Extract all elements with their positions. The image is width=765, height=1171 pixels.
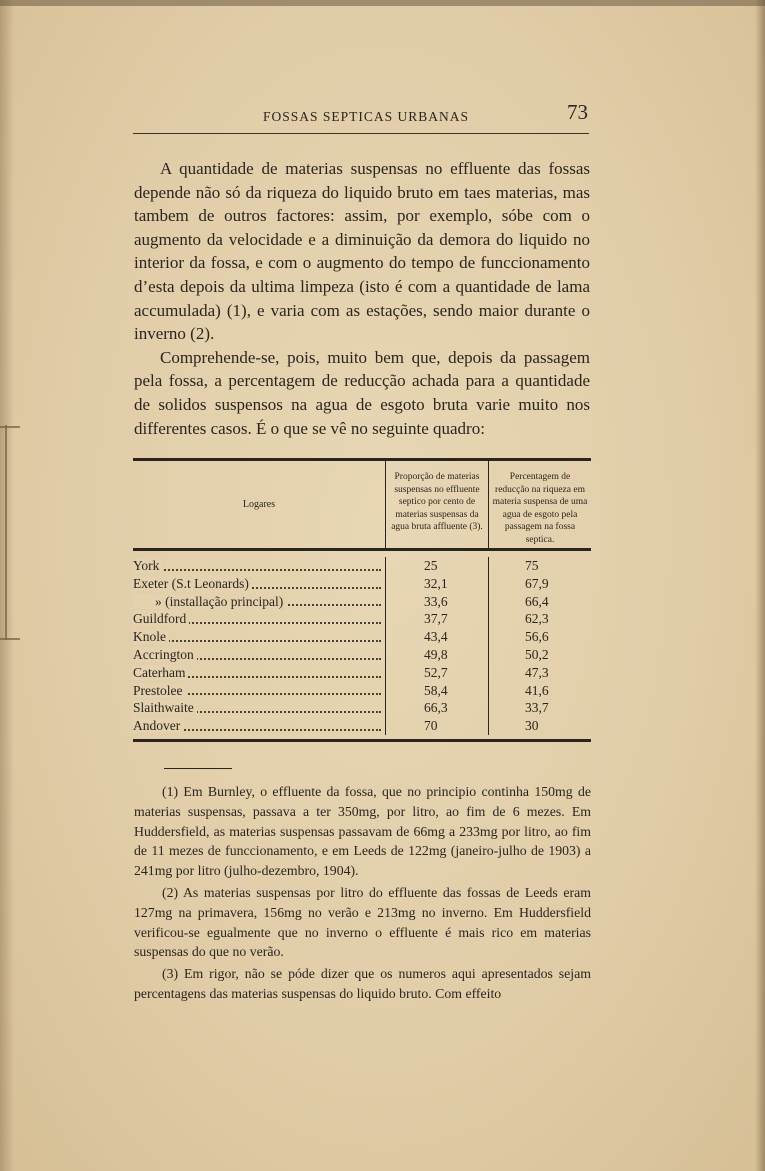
cell-proportion: 33,6	[385, 593, 488, 611]
binding-tick-top	[0, 426, 20, 428]
place-label: Slaithwaite	[133, 700, 194, 716]
cell-proportion: 58,4	[385, 682, 488, 700]
cell-place	[133, 628, 385, 646]
dot-leader	[133, 640, 381, 642]
paragraph: A quantidade de materias suspensas no effluente das fossas depende não só da riqueza do liquido bruto em taes materias, mas tambem de outros factores: assim, por exemplo, sóbe com o augmento da velocidade e a diminuição da demora do liquido no interior da fossa, e com o augmento do tempo de funccionamento d’esta depois da ultima limpeza (isto é com a quantidade de lama accumulada) (1), e varia com as estações, sendo maior durante o inverno (2).	[134, 159, 590, 344]
dot-leader	[133, 569, 381, 571]
place-name	[133, 629, 169, 644]
cell-proportion: 66,3	[385, 699, 488, 717]
cell-proportion: 43,4	[385, 628, 488, 646]
binding-mark	[5, 425, 11, 640]
cell-proportion: 37,7	[385, 610, 488, 628]
header-proportion: Proporção de materias suspensas no effluente septico por cento de materias suspensas da agua bruta affluente (3).	[385, 461, 488, 548]
header-reduction: Percentagem de reducção na riqueza em materia suspensa de uma agua de esgoto pela passagem na fossa septica.	[488, 461, 591, 548]
place-name	[133, 576, 252, 591]
cell-place	[133, 664, 385, 682]
table-row	[133, 682, 591, 700]
table-row	[133, 664, 591, 682]
header-rule	[133, 133, 589, 134]
place-label: Prestolee	[133, 682, 183, 698]
cell-reduction: 67,9	[488, 575, 591, 593]
cell-place	[133, 682, 385, 700]
binding-tick-bottom	[0, 638, 20, 640]
cell-place	[133, 646, 385, 664]
cell-proportion: 49,8	[385, 646, 488, 664]
running-head: FOSSAS SEPTICAS URBANAS	[263, 109, 470, 124]
place-label: York	[133, 558, 160, 573]
cell-reduction: 33,7	[488, 699, 591, 717]
page-number: 73	[567, 100, 588, 124]
header-place: Logares	[242, 499, 276, 510]
cell-reduction: 75	[488, 557, 591, 575]
cell-reduction: 66,4	[488, 593, 591, 611]
place-name	[133, 647, 197, 662]
table-row	[133, 628, 591, 646]
table-row	[133, 717, 591, 735]
place-label: Guildford	[133, 611, 187, 627]
right-edge-shadow	[755, 0, 765, 1171]
place-name	[133, 718, 183, 733]
place-label: » (installação principal)	[155, 593, 284, 609]
place-label: Accrington	[133, 646, 194, 662]
cell-reduction: 62,3	[488, 610, 591, 628]
cell-reduction: 47,3	[488, 664, 591, 682]
cell-reduction: 30	[488, 717, 591, 735]
cell-reduction: 56,6	[488, 628, 591, 646]
cell-reduction: 50,2	[488, 646, 591, 664]
place-name	[133, 611, 189, 626]
table-row	[133, 575, 591, 593]
place-label: Caterham	[133, 664, 186, 680]
table-row	[133, 646, 591, 664]
cell-place	[133, 610, 385, 628]
table-row	[133, 557, 591, 575]
cell-place	[133, 699, 385, 717]
place-label: Andover	[133, 718, 181, 734]
cell-reduction: 41,6	[488, 682, 591, 700]
footnotes	[134, 782, 591, 1006]
footnote: (2) As materias suspensas por litro do effluente das fossas de Leeds eram 127mg na primavera, 156mg no verão e 213mg no inverno. Em Huddersfield verificou-se egualmente que no inverno o effluente é mais rico em materias suspensas do que no verão.	[134, 884, 591, 960]
table-row	[133, 610, 591, 628]
place-name	[133, 700, 197, 715]
cell-proportion: 52,7	[385, 664, 488, 682]
footnote: (1) Em Burnley, o effluente da fossa, que no principio continha 150mg de materias suspensas, passava a ter 350mg, por litro, ao fim de 6 mezes. Em Huddersfield, as materias suspensas passavam de 66mg a 233mg por litro, ao fim de 11 mezes de funccionamento, e em Leeds de 122mg (janeiro-julho de 1903) a 241mg por litro (julho-dezembro, 1904).	[134, 784, 591, 879]
footnote: (3) Em rigor, não se póde dizer que os numeros aqui apresentados sejam percentagens das materias suspensas do liquido bruto. Com effeito	[134, 966, 591, 1001]
place-name	[133, 594, 286, 609]
body-text	[134, 157, 590, 440]
cell-proportion: 70	[385, 717, 488, 735]
cell-place	[133, 557, 385, 575]
cell-place	[133, 593, 385, 611]
table-row	[133, 699, 591, 717]
place-label: Exeter (S.t Leonards)	[133, 575, 249, 591]
place-name	[133, 665, 188, 680]
place-name	[133, 558, 162, 573]
place-label: Knole	[133, 629, 166, 645]
table-body	[133, 551, 591, 742]
cell-proportion: 32,1	[385, 575, 488, 593]
paragraph: Comprehende-se, pois, muito bem que, depois da passagem pela fossa, a percentagem de reducção achada para a quantidade de solidos suspensos na agua de esgoto bruta varie muito nos differentes casos. É o que se vê no seguinte quadro:	[134, 347, 590, 438]
cell-place	[133, 717, 385, 735]
table-header	[133, 461, 591, 551]
data-table	[133, 458, 591, 742]
cell-proportion: 25	[385, 557, 488, 575]
footnote-rule	[164, 768, 232, 769]
place-name	[133, 683, 186, 698]
table-row	[133, 593, 591, 611]
cell-place	[133, 575, 385, 593]
